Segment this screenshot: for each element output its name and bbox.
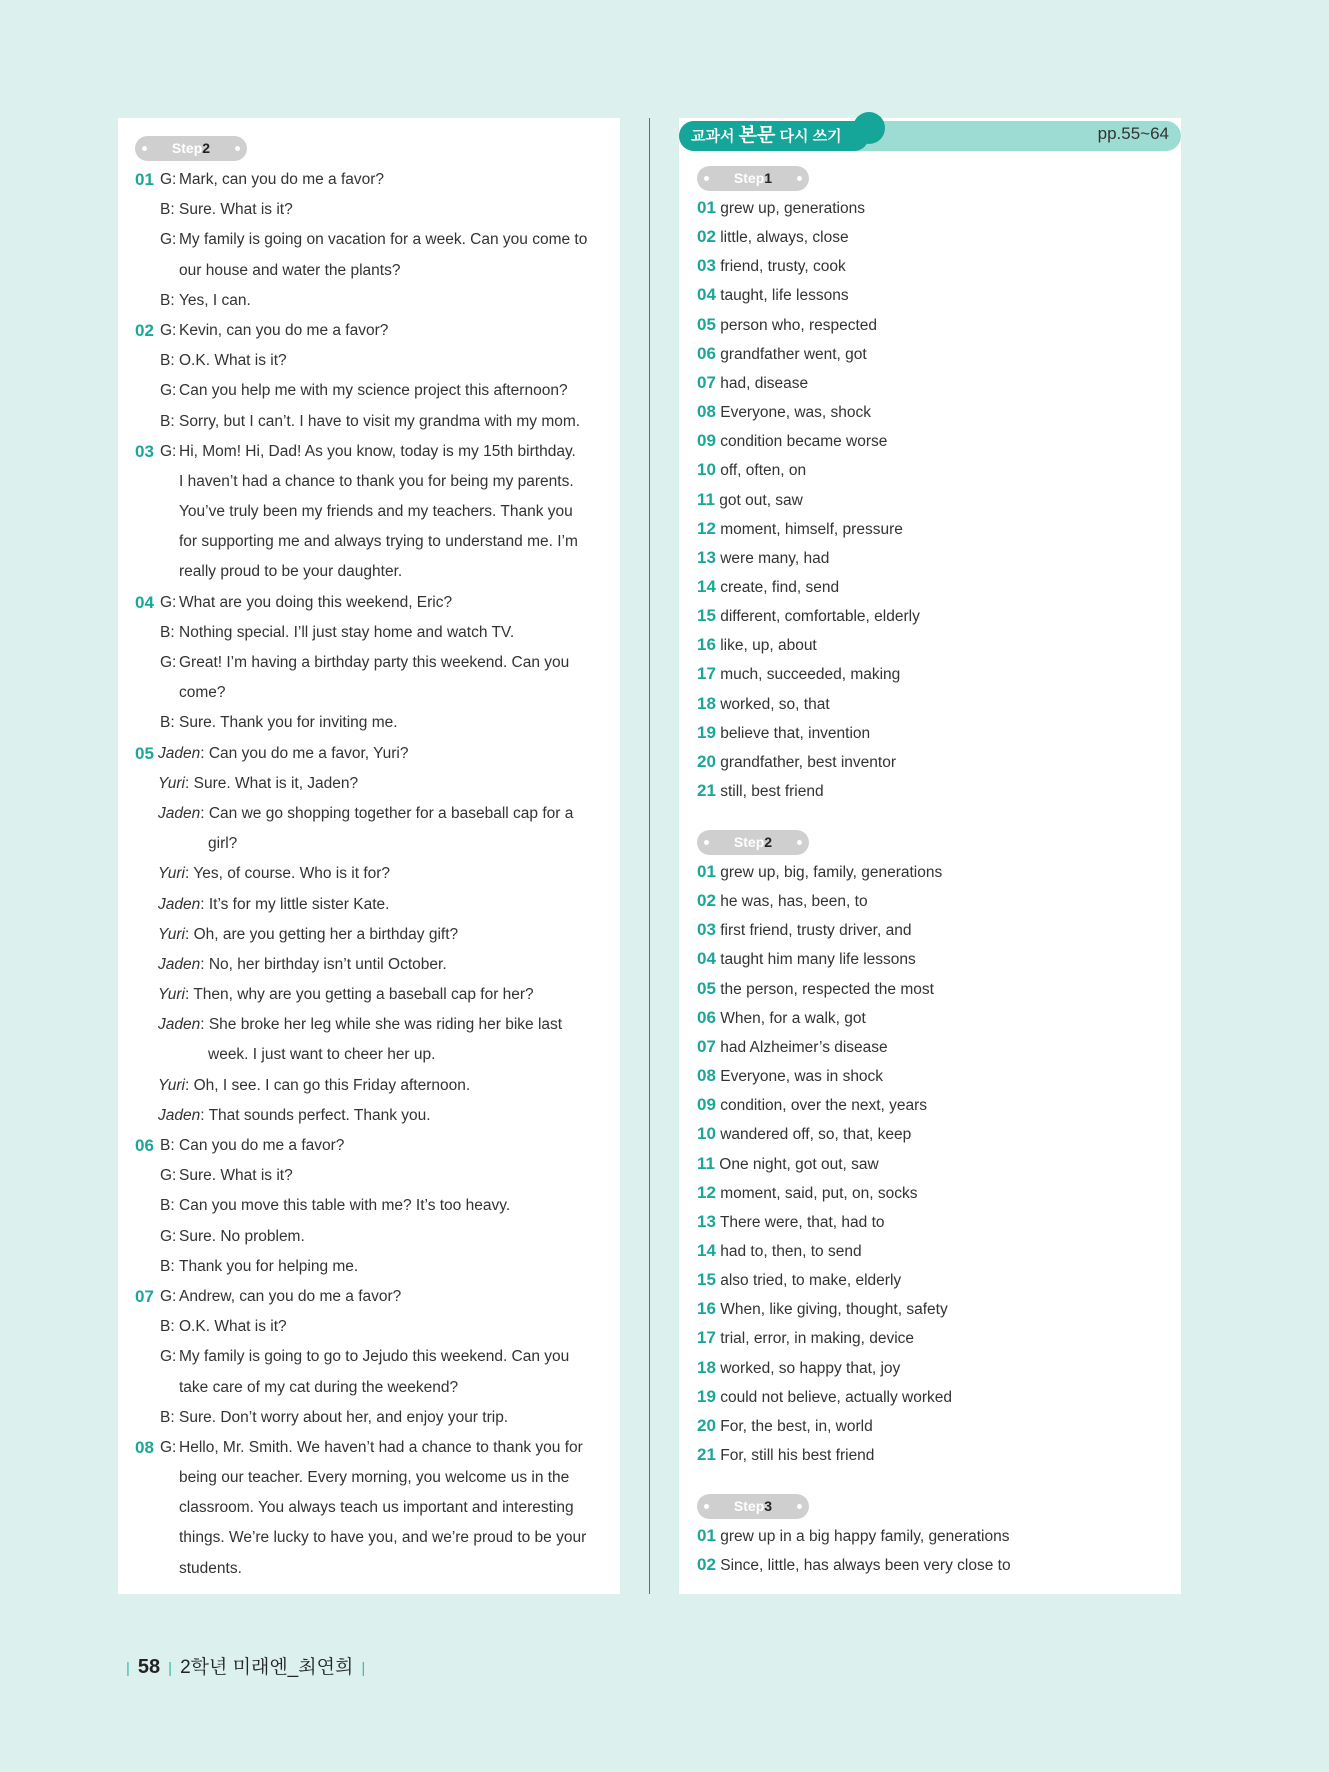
speaker: G: <box>160 1348 177 1366</box>
speaker: Yuri <box>158 986 185 1004</box>
dialog-continuation: our house and water the plants? <box>179 261 401 279</box>
dialog-text: : That sounds perfect. Thank you. <box>200 1106 431 1124</box>
answer-item <box>697 1183 918 1203</box>
answer-item <box>697 402 871 422</box>
dialog-continuation: You’ve truly been my friends and my teachers. Thank you <box>179 503 573 521</box>
item-number: 17 <box>697 664 716 684</box>
page-number: 58 <box>137 1656 161 1678</box>
answer-item <box>697 920 911 940</box>
answer-item <box>697 256 846 276</box>
answer-item <box>697 1358 900 1378</box>
item-number: 03 <box>697 920 716 940</box>
dialog-text: Great! I’m having a birthday party this weekend. Can you <box>179 654 570 671</box>
answer-item <box>697 1270 901 1290</box>
item-number: 18 <box>697 693 716 713</box>
item-number: 11 <box>697 489 715 509</box>
item-number: 13 <box>697 1211 716 1231</box>
dialog-text: Sorry, but I can’t. I have to visit my grandma with my mom. <box>179 412 581 430</box>
dialog-continuation: really proud to be your daughter. <box>179 563 403 581</box>
dialog-line <box>135 829 605 859</box>
item-number: 20 <box>697 751 716 771</box>
dialog-text: My family is going to go to Jejudo this weekend. Can you <box>179 1348 570 1366</box>
answer-text: create, find, send <box>715 578 840 596</box>
answer-text: worked, so, that <box>715 695 830 713</box>
dialog-line <box>135 165 605 195</box>
speaker: B: <box>160 1408 175 1426</box>
item-number: 04 <box>697 949 716 969</box>
item-number: 16 <box>697 635 716 655</box>
step-2-badge-left: Step2 <box>135 136 247 161</box>
speaker: Jaden <box>158 804 201 822</box>
dialog-continuation: girl? <box>208 835 238 853</box>
dialog-text: : Can you do me a favor, Yuri? <box>200 744 409 762</box>
dialog-text: Mark, can you do me a favor? <box>179 171 385 188</box>
dialog-line <box>135 980 605 1010</box>
item-number: 06 <box>697 1007 716 1027</box>
dialog-continuation: come? <box>179 684 226 702</box>
item-number: 05 <box>697 978 716 998</box>
dialog-line <box>135 1523 605 1553</box>
item-number: 05 <box>697 314 716 334</box>
answer-text: he was, has, been, to <box>715 893 868 911</box>
dialog-line <box>135 1010 605 1040</box>
dialog-line <box>135 557 605 587</box>
answer-item <box>697 1008 866 1028</box>
dialog-continuation: classroom. You always teach us important and interesting <box>179 1499 574 1517</box>
step-2-badge: Step2 <box>697 830 809 855</box>
page-footer: | 58 | 2학년 미래엔_최연희 | <box>126 1656 366 1678</box>
item-number: 20 <box>697 1415 716 1435</box>
answer-text: person who, respected <box>715 316 878 334</box>
dialog-line <box>135 1101 605 1131</box>
answer-text: different, comfortable, elderly <box>715 608 920 626</box>
answer-item <box>697 664 900 684</box>
dialog-line <box>135 678 605 708</box>
dialog-text: Kevin, can you do me a favor? <box>179 321 389 339</box>
item-number: 07 <box>697 1036 716 1056</box>
answer-item <box>697 577 839 597</box>
speaker: G: <box>160 1167 177 1185</box>
dialog-line <box>135 1463 605 1493</box>
answer-item <box>697 1241 862 1261</box>
answer-item <box>697 1066 883 1086</box>
speaker: Jaden <box>158 744 201 762</box>
dialog-line <box>135 376 605 406</box>
dialog-line <box>135 950 605 980</box>
answer-item <box>697 519 903 539</box>
step-1-badge: Step1 <box>697 166 809 191</box>
answer-item <box>697 227 849 247</box>
speaker: G: <box>160 231 177 249</box>
answer-text: For, the best, in, world <box>715 1417 873 1435</box>
answer-item <box>697 781 824 801</box>
answer-text: believe that, invention <box>715 724 871 742</box>
dialog-line <box>135 1433 605 1463</box>
item-number: 09 <box>697 1095 716 1115</box>
item-number: 01 <box>697 862 716 881</box>
dialog-line <box>135 769 605 799</box>
dialog-text: Sure. Don’t worry about her, and enjoy your trip. <box>179 1408 509 1426</box>
dialog-text: : Can we go shopping together for a baseball cap for a <box>200 804 574 822</box>
dialog-text: Nothing special. I’ll just stay home and watch TV. <box>179 623 515 641</box>
dialog-line <box>135 708 605 738</box>
dialog-continuation: I haven’t had a chance to thank you for being my parents. <box>179 472 574 490</box>
speaker: G: <box>160 382 177 400</box>
answer-item <box>697 1095 927 1115</box>
answer-item <box>697 373 808 393</box>
item-number: 10 <box>697 460 716 480</box>
answer-text: condition became worse <box>715 433 888 451</box>
dialog-text: Sure. What is it? <box>179 1167 293 1185</box>
answer-text: also tried, to make, elderly <box>715 1272 902 1290</box>
answer-text: were many, had <box>715 549 830 567</box>
dialog-text: Can you do me a favor? <box>179 1137 345 1154</box>
dialog-text: Sure. Thank you for inviting me. <box>179 714 398 732</box>
answer-text: When, like giving, thought, safety <box>715 1301 948 1319</box>
dialog-line <box>135 618 605 648</box>
item-number: 04 <box>135 592 154 612</box>
speaker: G: <box>160 321 177 339</box>
answer-text: moment, himself, pressure <box>715 520 903 538</box>
item-number: 06 <box>135 1136 154 1155</box>
dialog-line <box>135 1282 605 1312</box>
dialog-line <box>135 225 605 255</box>
dialog-line <box>135 1191 605 1221</box>
dialog-text: My family is going on vacation for a week. Can you come to <box>179 231 588 249</box>
answer-item <box>697 1387 952 1407</box>
dialog-text: Andrew, can you do me a favor? <box>179 1287 402 1305</box>
item-number: 19 <box>697 1386 716 1406</box>
dialog-line <box>135 527 605 557</box>
answer-text: taught him many life lessons <box>715 951 916 969</box>
speaker: Yuri <box>158 925 185 943</box>
dialog-text: Yes, I can. <box>179 291 251 309</box>
answer-text: first friend, trusty driver, and <box>715 922 912 940</box>
item-number: 09 <box>697 431 716 451</box>
answer-item <box>697 949 916 969</box>
answer-item <box>697 635 817 655</box>
answer-text: moment, said, put, on, socks <box>715 1184 918 1202</box>
dialog-line <box>135 195 605 225</box>
dialog-text: Can you move this table with me? It’s too heavy. <box>179 1197 511 1215</box>
answer-item <box>697 1416 873 1436</box>
answer-text: friend, trusty, cook <box>715 258 846 276</box>
dialog-line <box>135 799 605 829</box>
dialog-line <box>135 1252 605 1282</box>
answer-text: worked, so happy that, joy <box>715 1359 901 1377</box>
header-circle-decoration <box>853 112 885 144</box>
answer-item <box>697 862 942 882</box>
item-number: 01 <box>697 1526 716 1545</box>
answer-item <box>697 315 877 335</box>
answer-item <box>697 1445 874 1465</box>
step-3-badge: Step3 <box>697 1494 809 1519</box>
item-number: 10 <box>697 1124 716 1144</box>
dialog-line <box>135 286 605 316</box>
answer-item <box>697 1328 914 1348</box>
answer-item <box>697 460 806 480</box>
answer-text: trial, error, in making, device <box>715 1330 915 1348</box>
dialog-line <box>135 648 605 678</box>
answer-item <box>697 1299 948 1319</box>
dialog-text: : Oh, are you getting her a birthday gift? <box>185 925 459 943</box>
dialog-line <box>135 407 605 437</box>
answer-item <box>697 1037 888 1057</box>
speaker: B: <box>160 291 175 309</box>
answer-item <box>697 1526 1009 1546</box>
answer-item <box>697 285 849 305</box>
dialog-line <box>135 346 605 376</box>
answer-item <box>697 752 896 772</box>
speaker: B: <box>160 1197 175 1215</box>
answer-text: Everyone, was, shock <box>715 404 871 422</box>
item-number: 01 <box>697 198 716 217</box>
answer-text: For, still his best friend <box>715 1447 875 1464</box>
speaker: G: <box>160 1227 177 1245</box>
dialog-line <box>135 1342 605 1372</box>
answer-item <box>697 548 829 568</box>
item-number: 15 <box>697 1270 716 1290</box>
item-number: 07 <box>135 1286 154 1306</box>
book-title: 2학년 미래엔_최연희 <box>180 1657 354 1678</box>
item-number: 03 <box>135 441 154 461</box>
dialog-line <box>135 256 605 286</box>
answer-item <box>697 723 870 743</box>
item-number: 11 <box>697 1153 715 1173</box>
answer-item <box>697 694 830 714</box>
item-number: 14 <box>697 1240 716 1260</box>
answer-item <box>697 1124 911 1144</box>
answer-text: got out, saw <box>714 491 803 509</box>
item-number: 21 <box>697 781 716 800</box>
answer-text: grew up, generations <box>715 200 865 217</box>
speaker: B: <box>160 412 175 430</box>
item-number: 06 <box>697 343 716 363</box>
answer-text: grew up in a big happy family, generations <box>715 1528 1010 1545</box>
speaker: B: <box>160 201 175 219</box>
answer-text: still, best friend <box>715 783 824 800</box>
item-number: 02 <box>697 891 716 911</box>
answer-item <box>697 891 868 911</box>
answer-item <box>697 606 920 626</box>
dialog-line <box>135 1131 605 1161</box>
answer-item <box>697 979 934 999</box>
speaker: G: <box>160 593 177 611</box>
dialog-line <box>135 316 605 346</box>
item-number: 15 <box>697 606 716 626</box>
dialog-line <box>135 859 605 889</box>
speaker: Yuri <box>158 774 185 792</box>
dialog-text: : It’s for my little sister Kate. <box>200 895 390 913</box>
item-number: 13 <box>697 547 716 567</box>
speaker: G: <box>160 1438 177 1456</box>
dialog-line <box>135 1312 605 1342</box>
item-number: 02 <box>697 227 716 247</box>
dialog-text: : Yes, of course. Who is it for? <box>185 865 391 883</box>
item-number: 02 <box>697 1555 716 1575</box>
speaker: Yuri <box>158 1076 185 1094</box>
item-number: 21 <box>697 1445 716 1464</box>
answer-text: Since, little, has always been very close to <box>715 1557 1011 1575</box>
item-number: 08 <box>135 1437 154 1457</box>
speaker: Jaden <box>158 955 201 973</box>
answer-text: Everyone, was in shock <box>715 1068 884 1086</box>
dialog-line <box>135 1554 605 1584</box>
dialog-line <box>135 1373 605 1403</box>
answer-text: grandfather, best inventor <box>715 753 897 771</box>
answer-text: grandfather went, got <box>715 345 867 363</box>
speaker: B: <box>160 1257 175 1275</box>
dialog-text: : She broke her leg while she was riding her bike last <box>200 1016 563 1034</box>
answer-text: had to, then, to send <box>715 1242 862 1260</box>
item-number: 17 <box>697 1328 716 1348</box>
dialog-text: : Oh, I see. I can go this Friday afternoon. <box>185 1076 471 1094</box>
dialog-line <box>135 437 605 467</box>
answer-text: There were, that, had to <box>715 1213 885 1231</box>
speaker: G: <box>160 171 177 188</box>
speaker: B: <box>160 352 175 370</box>
section-header-title: 교과서 본문 다시 쓰기 <box>679 121 869 151</box>
dialog-text: O.K. What is it? <box>179 1318 287 1336</box>
dialog-line <box>135 1040 605 1070</box>
answer-text: the person, respected the most <box>715 980 934 998</box>
dialog-line <box>135 920 605 950</box>
dialog-list <box>135 165 605 1584</box>
item-number: 01 <box>135 170 154 189</box>
dialog-line <box>135 1161 605 1191</box>
speaker: G: <box>160 654 177 671</box>
item-number: 03 <box>697 256 716 276</box>
speaker: Jaden <box>158 1016 201 1034</box>
item-number: 14 <box>697 576 716 596</box>
answer-item <box>697 1212 885 1232</box>
dialog-line <box>135 739 605 769</box>
speaker: B: <box>160 623 175 641</box>
dialog-continuation: students. <box>179 1559 242 1577</box>
answer-text: grew up, big, family, generations <box>715 864 943 881</box>
item-number: 18 <box>697 1357 716 1377</box>
item-number: 02 <box>135 320 154 340</box>
dialog-text: Sure. No problem. <box>179 1227 305 1245</box>
answer-item <box>697 490 803 510</box>
answer-text: much, succeeded, making <box>715 666 901 684</box>
answer-text: off, often, on <box>715 462 807 480</box>
speaker: B: <box>160 714 175 732</box>
answer-item <box>697 344 867 364</box>
dialog-text: : Then, why are you getting a baseball cap for her? <box>185 986 534 1004</box>
item-number: 07 <box>697 372 716 392</box>
dialog-line <box>135 497 605 527</box>
answer-item <box>697 198 865 218</box>
dialog-continuation: things. We’re lucky to have you, and we’re proud to be your <box>179 1529 587 1547</box>
dialog-text: O.K. What is it? <box>179 352 287 370</box>
dialog-line <box>135 588 605 618</box>
dialog-text: Hi, Mom! Hi, Dad! As you know, today is my 15th birthday. <box>179 442 576 460</box>
answer-text: could not believe, actually worked <box>715 1388 953 1406</box>
dialog-text: Thank you for helping me. <box>179 1257 359 1275</box>
dialog-text: Hello, Mr. Smith. We haven’t had a chance to thank you for <box>179 1438 583 1456</box>
item-number: 04 <box>697 285 716 305</box>
answer-item <box>697 431 887 451</box>
speaker: G: <box>160 442 177 460</box>
speaker: Jaden <box>158 895 201 913</box>
column-divider <box>649 118 650 1594</box>
item-number: 08 <box>697 402 716 422</box>
item-number: 08 <box>697 1066 716 1086</box>
dialog-continuation: for supporting me and always trying to understand me. I’m <box>179 533 578 551</box>
dialog-line <box>135 1071 605 1101</box>
answer-text: wandered off, so, that, keep <box>715 1126 912 1144</box>
answer-text: had, disease <box>715 374 809 392</box>
answer-text: condition, over the next, years <box>715 1097 928 1115</box>
dialog-line <box>135 890 605 920</box>
dialog-line <box>135 1493 605 1523</box>
dialog-text: What are you doing this weekend, Eric? <box>179 593 453 611</box>
dialog-line <box>135 1403 605 1433</box>
dialog-continuation: take care of my cat during the weekend? <box>179 1378 459 1396</box>
answer-text: like, up, about <box>715 637 817 655</box>
item-number: 05 <box>135 743 154 763</box>
page-range: pp.55~64 <box>1097 124 1169 143</box>
speaker: B: <box>160 1137 175 1154</box>
dialog-continuation: being our teacher. Every morning, you welcome us in the <box>179 1469 570 1487</box>
item-number: 19 <box>697 722 716 742</box>
item-number: 12 <box>697 1182 716 1202</box>
dialog-line <box>135 1222 605 1252</box>
speaker: G: <box>160 1287 177 1305</box>
speaker: Jaden <box>158 1106 201 1124</box>
speaker: Yuri <box>158 865 185 883</box>
item-number: 16 <box>697 1299 716 1319</box>
dialog-text: Sure. What is it? <box>179 201 293 219</box>
answer-text: When, for a walk, got <box>715 1009 866 1027</box>
answer-text: taught, life lessons <box>715 287 849 305</box>
dialog-text: : No, her birthday isn’t until October. <box>200 955 447 973</box>
answer-text: One night, got out, saw <box>714 1155 879 1173</box>
dialog-line <box>135 467 605 497</box>
dialog-continuation: week. I just want to cheer her up. <box>208 1046 436 1064</box>
answer-item <box>697 1555 1011 1575</box>
speaker: B: <box>160 1318 175 1336</box>
answer-item <box>697 1154 879 1174</box>
dialog-text: : Sure. What is it, Jaden? <box>185 774 359 792</box>
item-number: 12 <box>697 518 716 538</box>
answer-text: had Alzheimer’s disease <box>715 1038 888 1056</box>
answer-text: little, always, close <box>715 229 849 247</box>
dialog-text: Can you help me with my science project this afternoon? <box>179 382 568 400</box>
